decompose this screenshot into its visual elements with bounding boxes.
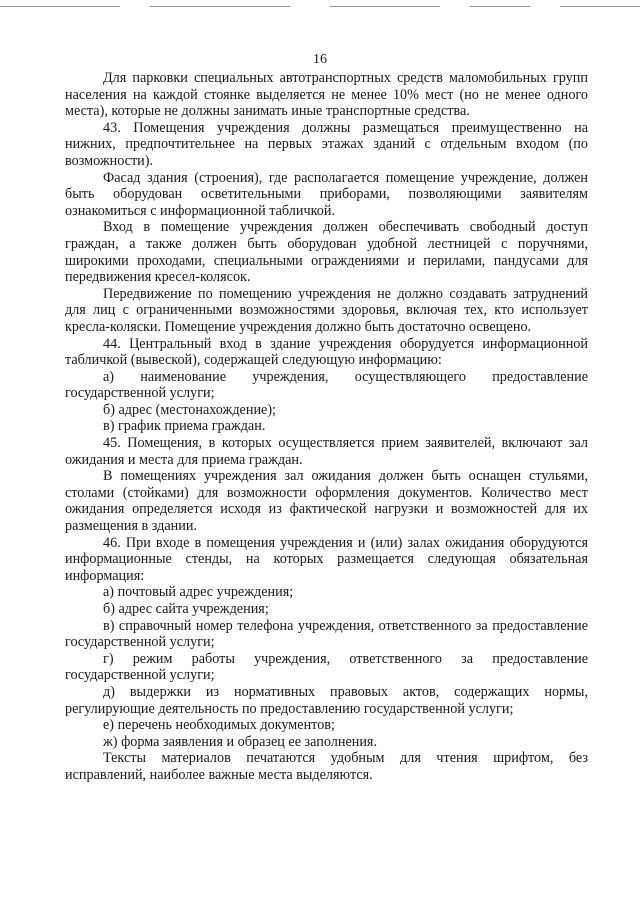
- paragraph: 44. Центральный вход в здание учреждения оборудуется информационной табличкой (вывеской), содержащей следующую информацию:: [65, 335, 588, 369]
- list-item: а) наименование учреждения, осуществляющего предоставление государственной услуги;: [65, 368, 588, 402]
- list-item: в) справочный номер телефона учреждения, ответственного за предоставление государственной услуги;: [65, 617, 588, 651]
- list-item: е) перечень необходимых документов;: [103, 717, 335, 734]
- scan-top-edge: [0, 6, 640, 8]
- list-item: ж) форма заявления и образец ее заполнения.: [103, 733, 378, 750]
- document-body: [65, 70, 588, 784]
- page-number: 16: [313, 52, 327, 67]
- paragraph: В помещениях учреждения зал ожидания должен быть оснащен стульями, столами (стойками) для возможности оформления документов. Количество мест ожидания определяется исходя из фактической нагрузки и возможностей для их размещения в здании.: [65, 468, 588, 535]
- paragraph: Фасад здания (строения), где располагается помещение учреждение, должен быть оборудован осветительными приборами, позволяющими заявителям ознакомиться с информационной табличкой.: [65, 169, 588, 219]
- paragraph: Для парковки специальных автотранспортных средств маломобильных групп населения на каждой стоянке выделяется не менее 10% мест (но не менее одного места), которые не должны занимать иные транспортные средства.: [65, 70, 588, 120]
- list-item: а) почтовый адрес учреждения;: [103, 584, 294, 601]
- paragraph: Вход в помещение учреждения должен обеспечивать свободный доступ граждан, а также должен быть оборудован удобной лестницей с поручнями, широкими проходами, специальными ограждениями и перилами, пандусами для передвижения кресел-колясок.: [65, 219, 588, 286]
- paragraph: 45. Помещения, в которых осуществляется прием заявителей, включают зал ожидания и места для приема граждан.: [65, 435, 588, 468]
- paragraph: 43. Помещения учреждения должны размещаться преимущественно на нижних, предпочтительнее на первых этажах зданий с отдельным входом (по возможности).: [65, 119, 588, 169]
- paragraph: 46. При входе в помещения учреждения и (или) залах ожидания оборудуются информационные стенды, на которых размещается следующая обязательная информация:: [65, 534, 588, 584]
- list-item: б) адрес (местонахождение);: [103, 401, 276, 418]
- list-item: г) режим работы учреждения, ответственного за предоставление государственной услуги;: [65, 650, 588, 684]
- paragraph: Тексты материалов печатаются удобным для чтения шрифтом, без исправлений, наиболее важные места выделяются.: [65, 750, 588, 783]
- paragraph: Передвижение по помещению учреждения не должно создавать затруднений для лиц с ограниченными возможностями здоровья, включая тех, кто использует кресла-коляски. Помещение учреждения должно быть достаточно освещено.: [65, 285, 588, 335]
- list-item: д) выдержки из нормативных правовых актов, содержащих нормы, регулирующие деятельность по предоставлению государственной услуги;: [65, 683, 588, 717]
- list-item: в) график приема граждан.: [103, 418, 266, 435]
- list-item: б) адрес сайта учреждения;: [103, 601, 269, 617]
